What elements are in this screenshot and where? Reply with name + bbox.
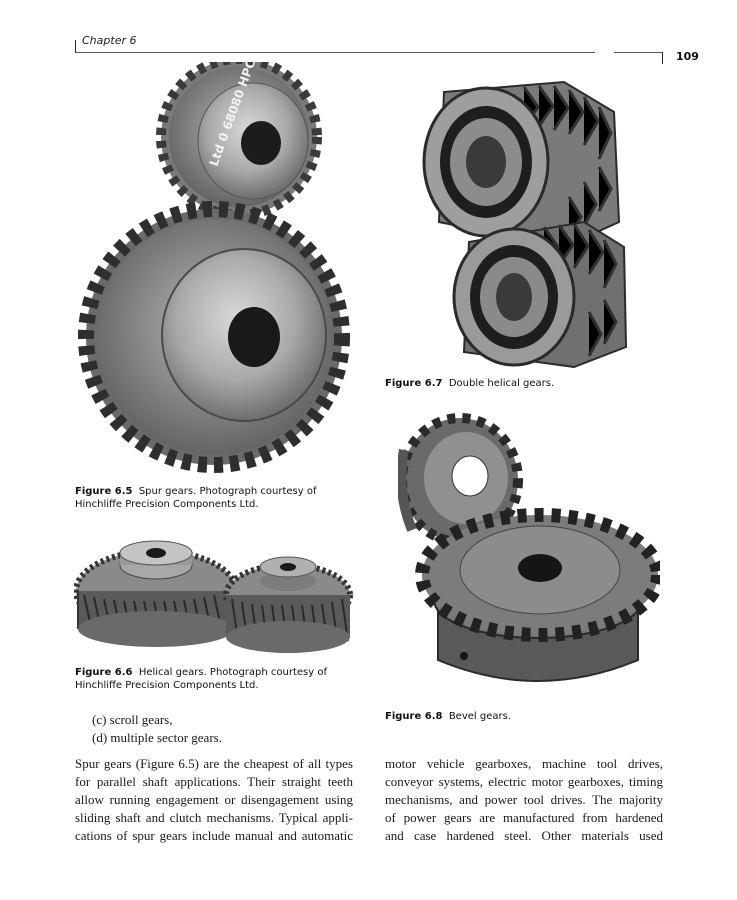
right-line-3: mechanisms, and power tool drives. The majority [385, 792, 663, 807]
lower-double-helical-gear [454, 222, 626, 367]
figure-6-8-bevel-gears-photo [398, 410, 660, 702]
left-line-2: for parallel shaft applications. Their straight teeth [75, 774, 353, 789]
figure-6-5-caption-line1: Spur gears. Photograph courtesy of [138, 486, 317, 497]
double-helical-gears-illustration [414, 72, 632, 368]
figure-6-7-caption [385, 378, 685, 391]
header-left-tick [75, 40, 76, 52]
figure-6-7-double-helical-gears-photo [414, 72, 632, 368]
right-line-5: and case hardened steel. Other materials used [385, 828, 663, 843]
figure-6-6-caption-line1: Helical gears. Photograph courtesy of [138, 667, 327, 678]
large-spur-gear [86, 209, 342, 465]
figure-6-5-label: Figure 6.5 [75, 486, 133, 497]
left-line-3: allow running engagement or disengagement using [75, 792, 353, 807]
figure-6-6-helical-gears-photo [74, 533, 356, 665]
right-line-2: conveyor systems, electric motor gearboxes, timing [385, 774, 663, 789]
figure-6-8-caption [385, 711, 685, 724]
upper-double-helical-gear [424, 82, 619, 247]
header-rule [75, 52, 595, 53]
figure-6-6-caption [75, 667, 365, 692]
right-line-4: of power gears are manufactured from hardened [385, 810, 663, 825]
right-column-paragraph [385, 755, 663, 845]
header-rule-right [614, 52, 662, 53]
left-line-1: Spur gears (Figure 6.5) are the cheapest of all types [75, 756, 353, 771]
helical-gears-illustration [74, 533, 356, 665]
figure-6-6-caption-line2: Hinchliffe Precision Components Ltd. [75, 679, 259, 691]
figure-6-5-spur-gears-photo [74, 62, 364, 482]
small-spur-gear [161, 62, 317, 215]
figure-6-8-label: Figure 6.8 [385, 711, 443, 722]
figure-6-7-caption-text: Double helical gears. [448, 378, 555, 389]
right-helical-gear [226, 557, 350, 653]
left-line-4: sliding shaft and clutch mechanisms. Typical appli- [75, 810, 353, 825]
figure-6-7-label: Figure 6.7 [385, 378, 443, 389]
figure-6-6-label: Figure 6.6 [75, 667, 133, 678]
header-right-tick [662, 52, 663, 64]
running-header-chapter: Chapter 6 [82, 34, 137, 47]
figure-6-5-caption [75, 486, 365, 511]
spur-gears-illustration [74, 62, 364, 482]
list-item-c: (c) scroll gears, [92, 712, 173, 727]
figure-6-8-caption-text: Bevel gears. [448, 711, 511, 722]
left-line-5: cations of spur gears include manual and automatic [75, 828, 353, 843]
large-bevel-gear [422, 515, 658, 681]
gear-type-list [92, 711, 222, 747]
bevel-gears-illustration [398, 410, 660, 702]
left-helical-gear [76, 541, 236, 647]
page-number: 109 [676, 50, 699, 63]
right-line-1: motor vehicle gearboxes, machine tool drives, [385, 756, 663, 771]
left-column-paragraph [75, 755, 353, 845]
list-item-d: (d) multiple sector gears. [92, 730, 222, 745]
figure-6-5-caption-line2: Hinchliffe Precision Components Ltd. [75, 498, 259, 510]
